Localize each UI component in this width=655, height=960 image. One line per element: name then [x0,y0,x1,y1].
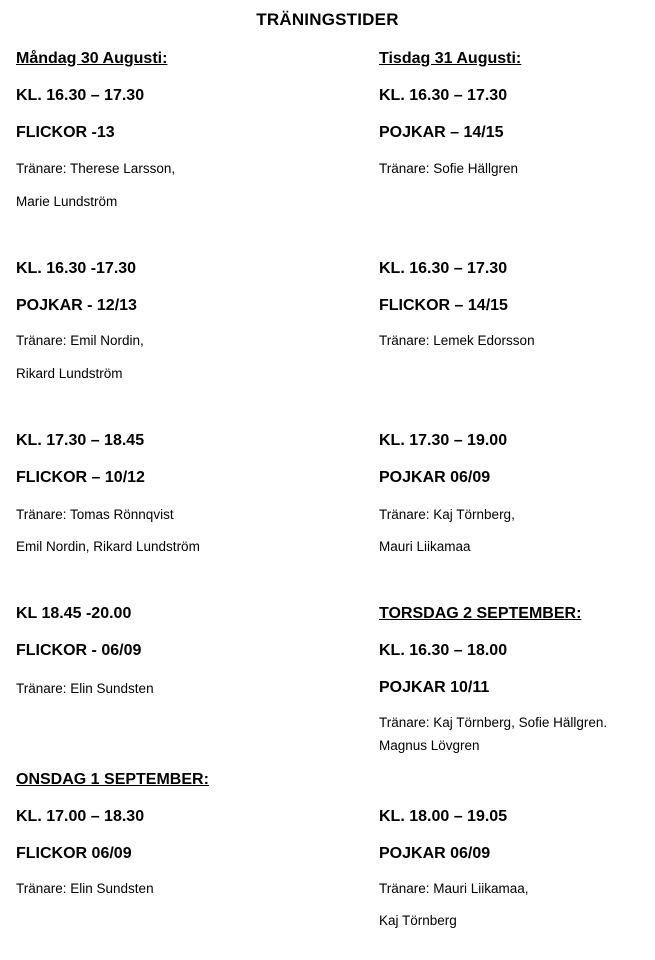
session-trainer: Tränare: Kaj Törnberg, Sofie Hällgren. [379,715,608,730]
session-group: POJKAR - 12/13 [16,297,137,314]
session-trainer: Mauri Liikamaa [379,539,471,554]
session-time: KL. 16.30 – 17.30 [16,87,145,104]
session-trainer: Tränare: Tomas Rönnqvist [16,507,174,522]
session-time: KL. 16.30 – 17.30 [379,260,508,277]
session-time: KL. 16.30 -17.30 [16,260,137,277]
session-time: KL. 16.30 – 17.30 [379,87,508,104]
session-group: POJKAR – 14/15 [379,124,504,141]
session-group: POJKAR 10/11 [379,679,490,696]
session-time: KL. 18.00 – 19.05 [379,808,508,825]
day-heading-tuesday: Tisdag 31 Augusti: [379,50,522,67]
session-trainer: Tränare: Kaj Törnberg, [379,507,515,522]
day-heading-wednesday: ONSDAG 1 SEPTEMBER: [16,771,209,788]
session-group: POJKAR 06/09 [379,845,491,862]
session-trainer: Marie Lundström [16,194,118,209]
session-time: KL. 17.30 – 19.00 [379,432,508,449]
session-trainer: Kaj Törnberg [379,913,457,928]
session-time: KL. 17.00 – 18.30 [16,808,145,825]
day-heading-monday: Måndag 30 Augusti: [16,50,168,67]
session-group: POJKAR 06/09 [379,469,491,486]
session-trainer: Tränare: Mauri Liikamaa, [379,881,529,896]
session-trainer: Tränare: Therese Larsson, [16,161,176,176]
session-trainer: Emil Nordin, Rikard Lundström [16,539,200,554]
session-group: FLICKOR 06/09 [16,845,132,862]
session-trainer: Tränare: Sofie Hällgren [379,161,519,176]
session-group: FLICKOR -13 [16,124,115,141]
session-group: FLICKOR - 06/09 [16,642,142,659]
session-trainer: Tränare: Elin Sundsten [16,681,154,696]
session-group: FLICKOR – 14/15 [379,297,508,314]
session-trainer: Tränare: Emil Nordin, [16,333,144,348]
session-time: KL 18.45 -20.00 [16,605,132,622]
session-trainer: Rikard Lundström [16,366,123,381]
session-time: KL. 17.30 – 18.45 [16,432,145,449]
session-trainer: Tränare: Elin Sundsten [16,881,154,896]
page-title: TRÄNINGSTIDER [256,10,399,29]
session-trainer: Tränare: Lemek Edorsson [379,333,535,348]
session-time: KL. 16.30 – 18.00 [379,642,508,659]
session-group: FLICKOR – 10/12 [16,469,145,486]
session-trainer: Magnus Lövgren [379,738,480,753]
day-heading-thursday: TORSDAG 2 SEPTEMBER: [379,605,582,622]
